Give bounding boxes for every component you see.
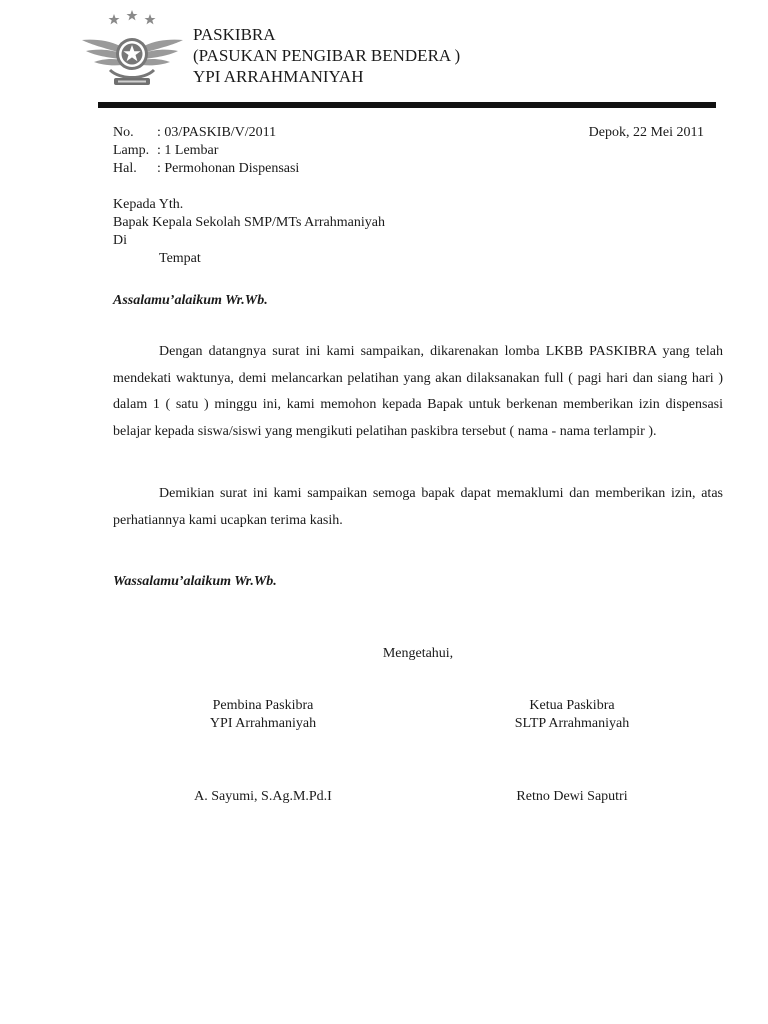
recipient-name: Bapak Kepala Sekolah SMP/MTs Arrahmaniyah <box>113 215 385 230</box>
right-signer-name: Retno Dewi Saputri <box>516 789 628 804</box>
attachment-label: Lamp. <box>113 143 150 158</box>
body-paragraph-2: Demikian surat ini kami sampaikan semoga bapak dapat memaklumi dan memberikan izin, atas perhatiannya kami ucapkan terima kasih. <box>113 486 723 528</box>
recipient-salutation: Kepada Yth. <box>113 197 184 212</box>
attachment-value: : 1 Lembar <box>157 143 219 158</box>
subject-value: : Permohonan Dispensasi <box>157 161 300 176</box>
number-value: : 03/PASKIB/V/2011 <box>157 125 277 140</box>
paskibra-winged-star-emblem-icon <box>80 10 185 92</box>
left-signer-title: Pembina Paskibra <box>212 698 314 713</box>
acknowledged-label: Mengetahui, <box>382 646 454 661</box>
right-signer-title: Ketua Paskibra <box>529 698 615 713</box>
org-full-name: (PASUKAN PENGIBAR BENDERA ) <box>193 46 461 65</box>
letterhead-divider <box>98 102 716 108</box>
recipient-at: Di <box>113 233 127 248</box>
closing-greeting: Wassalamu’alaikum Wr.Wb. <box>113 574 277 589</box>
opening-greeting: Assalamu’alaikum Wr.Wb. <box>113 293 268 308</box>
org-name: PASKIBRA <box>193 25 276 44</box>
recipient-place: Tempat <box>159 251 201 266</box>
body-paragraph-1: Dengan datangnya surat ini kami sampaikan, dikarenakan lomba LKBB PASKIBRA yang telah mendekati waktunya, demi melancarkan pelatihan yang akan dilaksanakan full ( pagi hari dan siang hari ) dalam 1 ( satu ) minggu ini, kami memohon kepada Bapak untuk berkenan memberikan izin dispensasi belajar kepada siswa/siswi yang mengikuti pelatihan paskibra tersebut ( nama - nama terlampir ). <box>113 344 723 439</box>
place-date: Depok, 22 Mei 2011 <box>588 125 704 140</box>
org-school-name: YPI ARRAHMANIYAH <box>193 67 364 86</box>
left-signer-name: A. Sayumi, S.Ag.M.Pd.I <box>194 789 332 804</box>
left-signer-organization: YPI Arrahmaniyah <box>209 716 317 731</box>
right-signer-organization: SLTP Arrahmaniyah <box>514 716 630 731</box>
number-label: No. <box>113 125 134 140</box>
subject-label: Hal. <box>113 161 137 176</box>
